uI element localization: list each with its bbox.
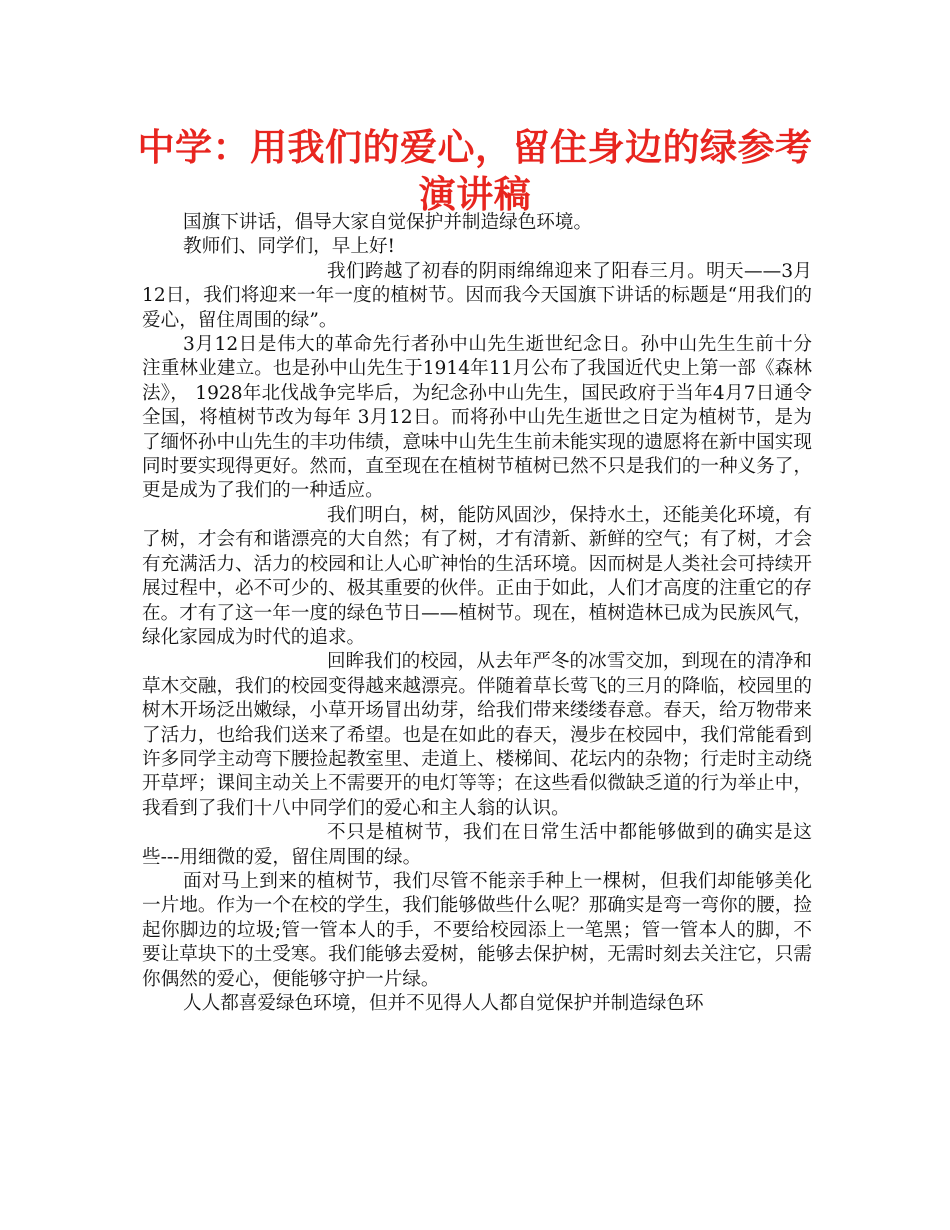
paragraph-1: 国旗下讲话，倡导大家自觉保护并制造绿色环境。 (183, 212, 593, 233)
paragraph-2: 教师们、同学们，早上好! (183, 236, 396, 258)
title-line-1: 中学：用我们的爱心，留住身边的绿参考 (137, 126, 813, 169)
title-line-2: 演讲稿 (418, 173, 532, 216)
paragraph-9: 人人都喜爱绿色环境，但并不见得人人都自觉保护并制造绿色环 (183, 993, 704, 1014)
paragraph-5: 我们明白，树，能防风固沙，保持水土，还能美化环境，有了树，才会有和谐漂亮的大自然；有了树，才有清新、新鲜的空气；有了树，才会有充满活力、活力的校园和让人心旷神怡的生活环境。因而树是人类社会可持续开展过程中，必不可少的、极其重要的伙伴。正由于如此，人们才高度的注重它的存在。才有了这一年一度的绿色节日——植树节。现在，植树造林已成为民族风气，绿化家园成为时代的追求。 (142, 504, 812, 648)
paragraph-8: 面对马上到来的植树节，我们尽管不能亲手种上一棵树，但我们却能够美化一片地。作为一个在校的学生，我们能够做些什么呢？那确实是弯一弯你的腰，捡起你脚边的垃圾;管一管本人的手，不要给校园添上一笔黑；管一管本人的脚，不要让草块下的土受寒。我们能够去爱树，能够去保护树，无需时刻去关注它，只需你偶然的爱心，便能够守护一片绿。 (142, 870, 812, 990)
paragraph-6: 回眸我们的校园，从去年严冬的冰雪交加，到现在的清净和草木交融，我们的校园变得越来越漂亮。伴随着草长莺飞的三月的降临，校园里的树木开场泛出嫩绿，小草开场冒出幼芽，给我们带来缕缕春意。春天，给万物带来了活力，也给我们送来了希望。也是在如此的春天，漫步在校园中，我们常能看到许多同学主动弯下腰捡起教室里、走道上、楼梯间、花坛内的杂物；行走时主动绕开草坪；课间主动关上不需要开的电灯等等；在这些看似微缺乏道的行为举止中，我看到了我们十八中同学们的爱心和主人翁的认识。 (142, 651, 812, 819)
paragraph-7: 不只是植树节，我们在日常生活中都能够做到的确实是这些---用细微的爱，留住周围的绿。 (142, 822, 812, 868)
paragraph-4: 3月12日是伟大的革命先行者孙中山先生逝世纪念日。孙中山先生生前十分注重林业建立。也是孙中山先生于1914年11月公布了我国近代史上第一部《森林法》， 1928年北伐战争完毕后，为纪念孙中山先生，国民政府于当年4月7日通令全国，将植树节改为每年 3月12日。而将孙中山先生逝世之日定为植树节，是为了缅怀孙中山先生的丰功伟绩，意味中山先生生前未能实现的遗愿将在新中国实现同时要实现得更好。然而，直至现在在植树节植树已然不只是我们的一种义务了，更是成为了我们的一种适应。 (142, 334, 812, 502)
paragraph-3: 我们跨越了初春的阴雨绵绵迎来了阳春三月。明天——3月12日，我们将迎来一年一度的植树节。因而我今天国旗下讲话的标题是“用我们的爱心，留住周围的绿”。 (142, 260, 812, 331)
document-title (120, 124, 830, 218)
document-body (142, 211, 812, 1016)
